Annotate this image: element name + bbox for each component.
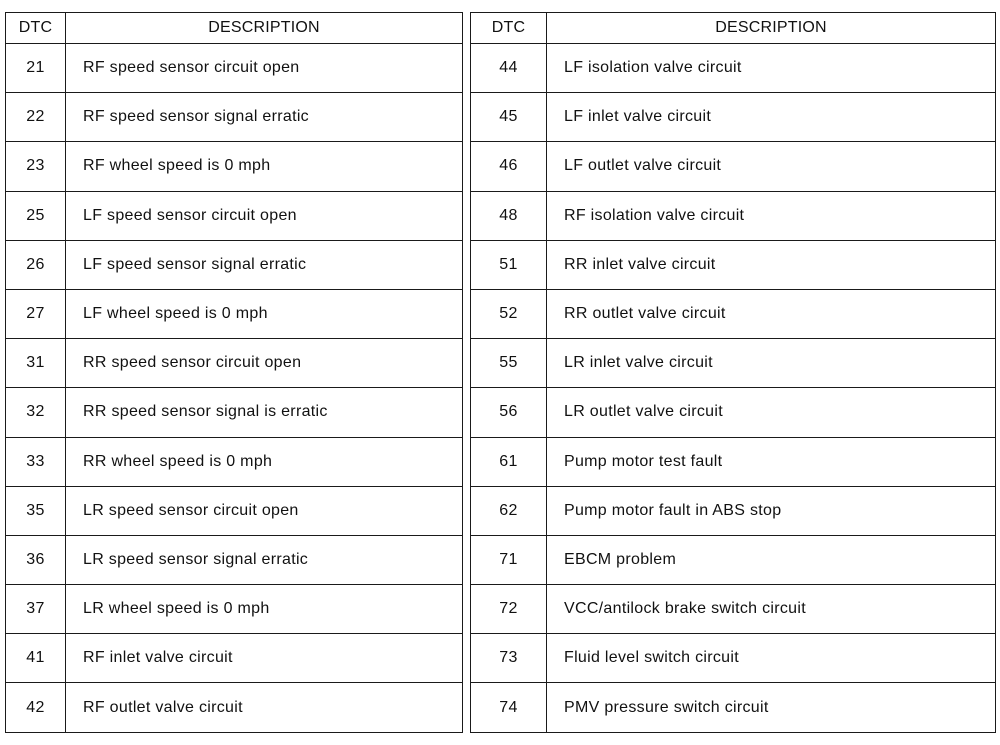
dtc-description-cell: RR speed sensor circuit open xyxy=(66,339,463,388)
dtc-description-cell: RR outlet valve circuit xyxy=(547,289,996,338)
table-row xyxy=(471,437,996,486)
table-row xyxy=(471,339,996,388)
dtc-description-cell: RF inlet valve circuit xyxy=(66,634,463,683)
dtc-column-header: DTC xyxy=(6,13,66,44)
dtc-description-cell: LR outlet valve circuit xyxy=(547,388,996,437)
table-row xyxy=(471,240,996,289)
dtc-code-cell: 37 xyxy=(6,585,66,634)
table-row xyxy=(6,44,463,93)
dtc-description-cell: RR speed sensor signal is erratic xyxy=(66,388,463,437)
dtc-code-cell: 22 xyxy=(6,93,66,142)
table-row xyxy=(471,486,996,535)
dtc-description-cell: RR wheel speed is 0 mph xyxy=(66,437,463,486)
dtc-code-cell: 56 xyxy=(471,388,547,437)
dtc-description-cell: LR speed sensor circuit open xyxy=(66,486,463,535)
dtc-description-cell: RF speed sensor circuit open xyxy=(66,44,463,93)
dtc-code-cell: 51 xyxy=(471,240,547,289)
dtc-description-cell: RF speed sensor signal erratic xyxy=(66,93,463,142)
dtc-code-cell: 26 xyxy=(6,240,66,289)
table-row xyxy=(6,437,463,486)
table-row xyxy=(6,683,463,732)
table-row xyxy=(471,191,996,240)
dtc-column-header: DTC xyxy=(471,13,547,44)
dtc-description-cell: PMV pressure switch circuit xyxy=(547,683,996,732)
table-row xyxy=(471,535,996,584)
dtc-description-cell: LF outlet valve circuit xyxy=(547,142,996,191)
dtc-code-cell: 74 xyxy=(471,683,547,732)
dtc-description-cell: LF wheel speed is 0 mph xyxy=(66,289,463,338)
table-row xyxy=(471,634,996,683)
dtc-description-cell: Pump motor fault in ABS stop xyxy=(547,486,996,535)
table-row xyxy=(6,289,463,338)
dtc-table-left xyxy=(5,12,463,733)
table-row xyxy=(471,93,996,142)
dtc-code-cell: 32 xyxy=(6,388,66,437)
dtc-code-cell: 23 xyxy=(6,142,66,191)
dtc-description-cell: RF outlet valve circuit xyxy=(66,683,463,732)
dtc-description-cell: LR wheel speed is 0 mph xyxy=(66,585,463,634)
dtc-code-cell: 45 xyxy=(471,93,547,142)
dtc-code-cell: 21 xyxy=(6,44,66,93)
dtc-code-cell: 25 xyxy=(6,191,66,240)
dtc-code-cell: 36 xyxy=(6,535,66,584)
dtc-code-cell: 44 xyxy=(471,44,547,93)
dtc-code-cell: 31 xyxy=(6,339,66,388)
table-row xyxy=(471,44,996,93)
dtc-code-cell: 61 xyxy=(471,437,547,486)
dtc-table-right xyxy=(470,12,996,733)
dtc-description-cell: LR speed sensor signal erratic xyxy=(66,535,463,584)
table-header-row xyxy=(6,13,463,44)
dtc-description-cell: VCC/antilock brake switch circuit xyxy=(547,585,996,634)
dtc-description-cell: RR inlet valve circuit xyxy=(547,240,996,289)
table-row xyxy=(471,142,996,191)
table-row xyxy=(6,93,463,142)
dtc-description-cell: EBCM problem xyxy=(547,535,996,584)
dtc-code-cell: 41 xyxy=(6,634,66,683)
dtc-description-cell: LF speed sensor signal erratic xyxy=(66,240,463,289)
dtc-code-cell: 52 xyxy=(471,289,547,338)
description-column-header: DESCRIPTION xyxy=(66,13,463,44)
table-row xyxy=(471,388,996,437)
table-row xyxy=(6,388,463,437)
dtc-description-cell: LF inlet valve circuit xyxy=(547,93,996,142)
description-column-header: DESCRIPTION xyxy=(547,13,996,44)
dtc-description-cell: Pump motor test fault xyxy=(547,437,996,486)
table-row xyxy=(6,585,463,634)
dtc-description-cell: RF wheel speed is 0 mph xyxy=(66,142,463,191)
dtc-code-cell: 48 xyxy=(471,191,547,240)
table-row xyxy=(6,339,463,388)
dtc-code-cell: 42 xyxy=(6,683,66,732)
dtc-description-cell: RF isolation valve circuit xyxy=(547,191,996,240)
table-row xyxy=(471,585,996,634)
dtc-code-cell: 55 xyxy=(471,339,547,388)
dtc-description-cell: Fluid level switch circuit xyxy=(547,634,996,683)
table-header-row xyxy=(471,13,996,44)
dtc-code-cell: 71 xyxy=(471,535,547,584)
table-row xyxy=(6,191,463,240)
dtc-code-cell: 73 xyxy=(471,634,547,683)
table-row xyxy=(6,634,463,683)
table-row xyxy=(471,289,996,338)
dtc-description-cell: LF isolation valve circuit xyxy=(547,44,996,93)
dtc-description-cell: LR inlet valve circuit xyxy=(547,339,996,388)
table-row xyxy=(6,142,463,191)
dtc-code-cell: 35 xyxy=(6,486,66,535)
dtc-code-cell: 33 xyxy=(6,437,66,486)
table-row xyxy=(6,240,463,289)
dtc-description-cell: LF speed sensor circuit open xyxy=(66,191,463,240)
table-row xyxy=(6,486,463,535)
dtc-code-cell: 27 xyxy=(6,289,66,338)
table-row xyxy=(471,683,996,732)
dtc-code-cell: 62 xyxy=(471,486,547,535)
dtc-code-cell: 72 xyxy=(471,585,547,634)
table-row xyxy=(6,535,463,584)
dtc-code-cell: 46 xyxy=(471,142,547,191)
